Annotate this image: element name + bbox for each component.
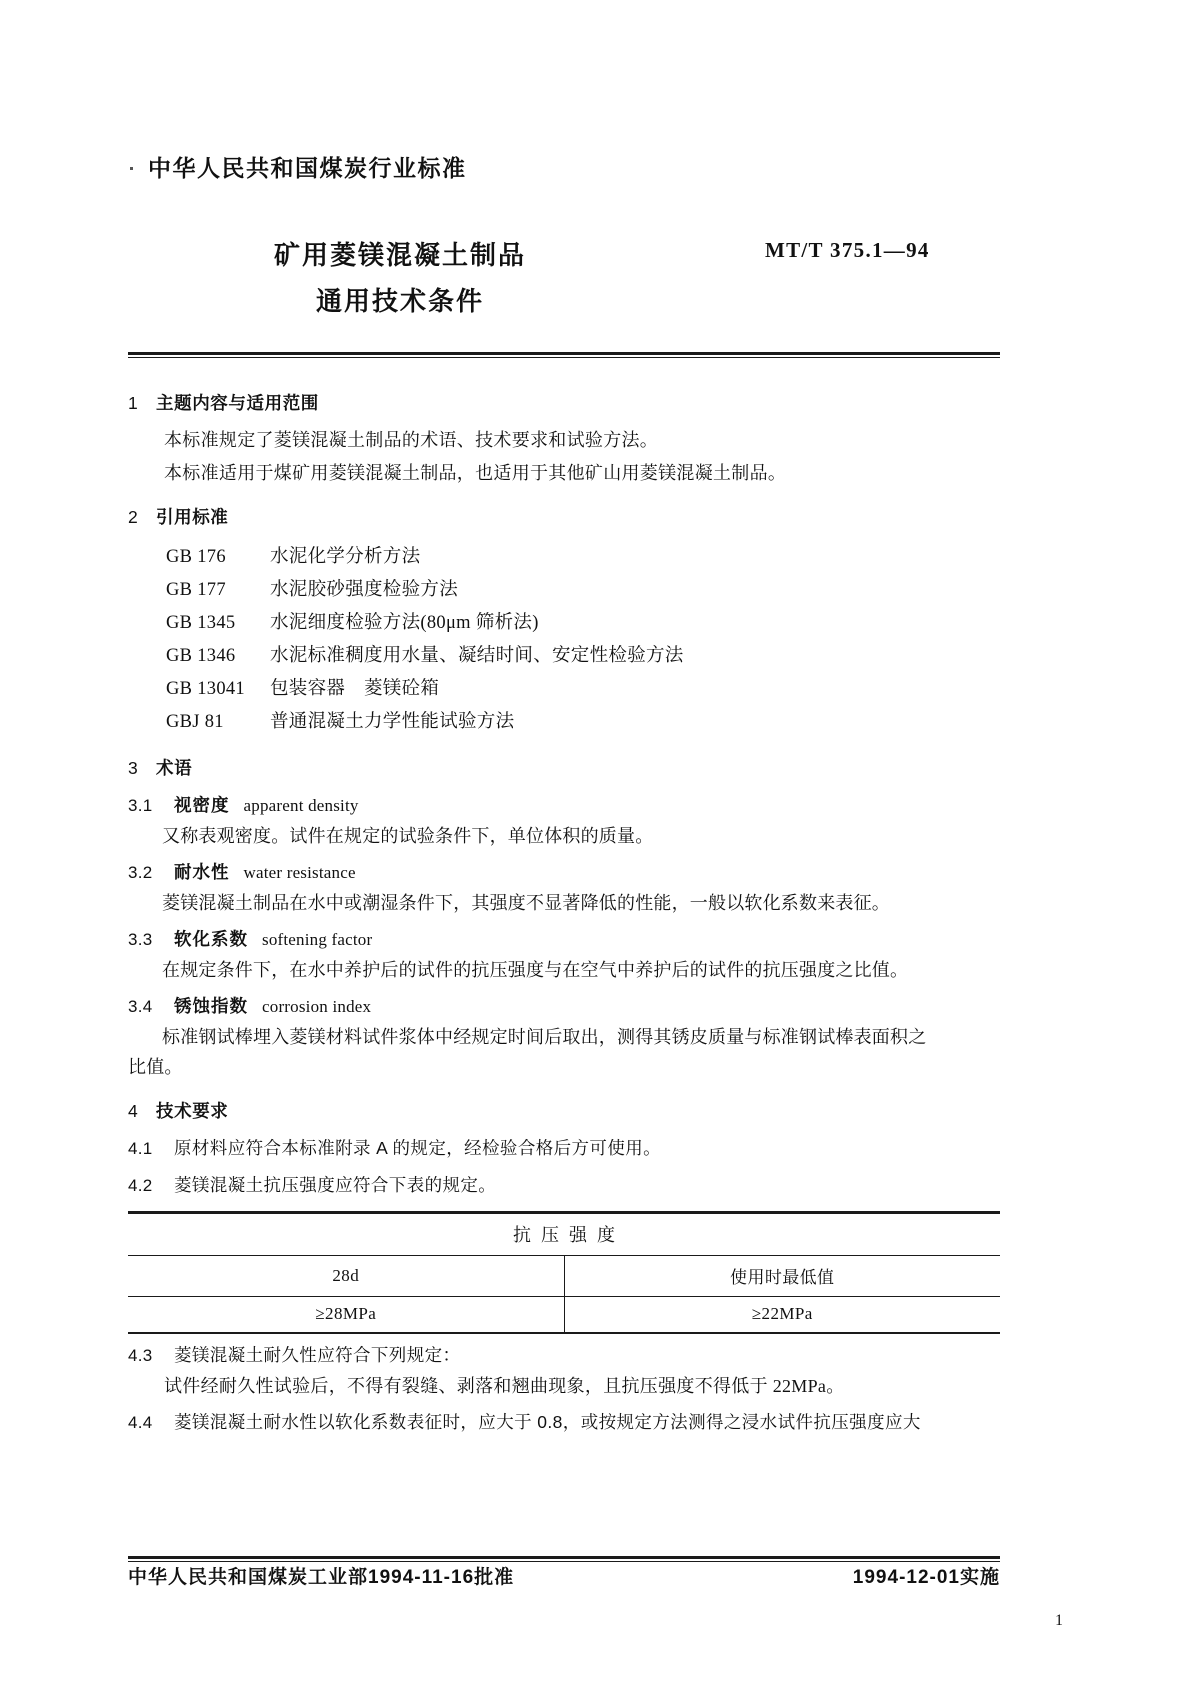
term-english: water resistance bbox=[243, 863, 356, 882]
list-item bbox=[128, 541, 1000, 574]
reference-code: GB 177 bbox=[166, 580, 226, 600]
term-name: 软化系数 bbox=[174, 929, 248, 949]
clause-number: 4.2 bbox=[128, 1176, 153, 1195]
term-entry-3-1 bbox=[128, 790, 1000, 821]
section-heading-4 bbox=[128, 1098, 1000, 1123]
term-entry-3-3 bbox=[128, 924, 1000, 955]
header-divider bbox=[128, 352, 1000, 358]
clause-text: 菱镁混凝土抗压强度应符合下表的规定。 bbox=[174, 1175, 497, 1195]
reference-code: GB 13041 bbox=[166, 679, 245, 699]
term-number: 3.1 bbox=[128, 796, 153, 815]
list-item bbox=[128, 574, 1000, 607]
section-1-paragraph-1: 本标准规定了菱镁混凝土制品的术语、技术要求和试验方法。 bbox=[164, 430, 659, 450]
term-name: 视密度 bbox=[174, 795, 230, 815]
clause-number: 4.1 bbox=[128, 1139, 153, 1158]
reference-name: 水泥胶砂强度检验方法 bbox=[270, 580, 459, 600]
reference-name: 普通混凝土力学性能试验方法 bbox=[270, 712, 515, 732]
clause-text: 菱镁混凝土耐水性以软化系数表征时，应大于 0.8，或按规定方法测得之浸水试件抗压强度应大 bbox=[174, 1412, 921, 1432]
clause-4-3 bbox=[128, 1340, 1000, 1371]
table-caption: 抗压强度 bbox=[128, 1214, 1000, 1256]
reference-code: GBJ 81 bbox=[166, 712, 224, 732]
list-item bbox=[128, 607, 1000, 640]
referenced-standards-list bbox=[128, 541, 1000, 739]
compressive-strength-table bbox=[128, 1211, 1000, 1334]
page-number: 1 bbox=[1055, 1612, 1063, 1629]
clause-text: 原材料应符合本标准附录 A 的规定，经检验合格后方可使用。 bbox=[174, 1138, 662, 1158]
clause-number: 4.4 bbox=[128, 1413, 153, 1432]
document-title-line-1: 矿用菱镁混凝土制品 bbox=[273, 240, 526, 270]
clause-number: 4.3 bbox=[128, 1346, 153, 1365]
section-number-4: 4 bbox=[128, 1101, 139, 1121]
section-number-3: 3 bbox=[128, 758, 139, 778]
table-column-header-min: 使用时最低值 bbox=[564, 1256, 1000, 1297]
section-heading-2 bbox=[128, 504, 1000, 529]
reference-name: 水泥细度检验方法(80μm 筛析法) bbox=[270, 613, 539, 633]
reference-name: 水泥标准稠度用水量、凝结时间、安定性检验方法 bbox=[270, 646, 684, 666]
reference-name: 水泥化学分析方法 bbox=[270, 547, 421, 567]
reference-name: 包装容器 菱镁砼箱 bbox=[270, 679, 440, 699]
term-definition-3-3: 在规定条件下，在水中养护后的试件的抗压强度与在空气中养护后的试件的抗压强度之比值。 bbox=[162, 960, 909, 980]
reference-code: GB 1345 bbox=[166, 613, 236, 633]
list-item bbox=[128, 640, 1000, 673]
scan-artifact-speck bbox=[130, 167, 133, 170]
document-title bbox=[190, 232, 610, 324]
clause-4-2 bbox=[128, 1170, 1000, 1201]
section-1-paragraph-2: 本标准适用于煤矿用菱镁混凝土制品，也适用于其他矿山用菱镁混凝土制品。 bbox=[164, 463, 787, 483]
approval-statement: 中华人民共和国煤炭工业部1994-11-16批准 bbox=[128, 1567, 515, 1588]
section-heading-3 bbox=[128, 755, 1000, 780]
section-title-4: 技术要求 bbox=[156, 1101, 229, 1121]
term-entry-3-4 bbox=[128, 991, 1000, 1022]
term-definition-3-1: 又称表观密度。试件在规定的试验条件下，单位体积的质量。 bbox=[162, 826, 654, 846]
term-definition-3-4: 标准钢试棒埋入菱镁材料试件浆体中经规定时间后取出，测得其锈皮质量与标准钢试棒表面积之 bbox=[162, 1027, 927, 1047]
section-number-1: 1 bbox=[128, 393, 139, 413]
section-title-3: 术语 bbox=[156, 758, 193, 778]
section-number-2: 2 bbox=[128, 507, 139, 527]
term-number: 3.3 bbox=[128, 930, 153, 949]
section-heading-1 bbox=[128, 390, 1000, 415]
reference-code: GB 176 bbox=[166, 547, 226, 567]
list-item bbox=[128, 706, 1000, 739]
standard-number: MT/T 375.1—94 bbox=[765, 238, 930, 262]
section-title-2: 引用标准 bbox=[156, 507, 229, 527]
table-cell-min-value: ≥22MPa bbox=[564, 1297, 1000, 1334]
clause-4-1 bbox=[128, 1133, 1000, 1164]
reference-code: GB 1346 bbox=[166, 646, 236, 666]
term-entry-3-2 bbox=[128, 857, 1000, 888]
term-definition-3-2: 菱镁混凝土制品在水中或潮湿条件下，其强度不显著降低的性能，一般以软化系数来表征。 bbox=[162, 893, 890, 913]
clause-4-3-body: 试件经耐久性试验后，不得有裂缝、剥落和翘曲现象，且抗压强度不得低于 22MPa。 bbox=[164, 1376, 845, 1396]
clause-text: 菱镁混凝土耐久性应符合下列规定： bbox=[174, 1345, 461, 1365]
document-body bbox=[128, 374, 1000, 1438]
term-english: corrosion index bbox=[262, 997, 372, 1016]
document-title-line-2: 通用技术条件 bbox=[315, 286, 484, 316]
term-name: 耐水性 bbox=[174, 862, 230, 882]
implementation-date: 1994-12-01实施 bbox=[852, 1567, 1000, 1588]
footer-divider bbox=[128, 1556, 1000, 1562]
term-english: softening factor bbox=[262, 930, 373, 949]
table-header-row bbox=[128, 1256, 1000, 1297]
term-number: 3.4 bbox=[128, 997, 153, 1016]
table-row bbox=[128, 1297, 1000, 1334]
term-name: 锈蚀指数 bbox=[174, 996, 248, 1016]
list-item bbox=[128, 673, 1000, 706]
table-caption-row bbox=[128, 1214, 1000, 1256]
term-english: apparent density bbox=[243, 796, 359, 815]
term-definition-3-4-continued: 比值。 bbox=[128, 1057, 183, 1077]
table-cell-28d-value: ≥28MPa bbox=[128, 1297, 564, 1334]
term-number: 3.2 bbox=[128, 863, 153, 882]
page-footer bbox=[128, 1562, 1000, 1589]
table-column-header-28d: 28d bbox=[128, 1256, 564, 1297]
standard-series-title: 中华人民共和国煤炭行业标准 bbox=[148, 155, 467, 181]
clause-4-4 bbox=[128, 1407, 1000, 1438]
section-title-1: 主题内容与适用范围 bbox=[156, 393, 319, 413]
